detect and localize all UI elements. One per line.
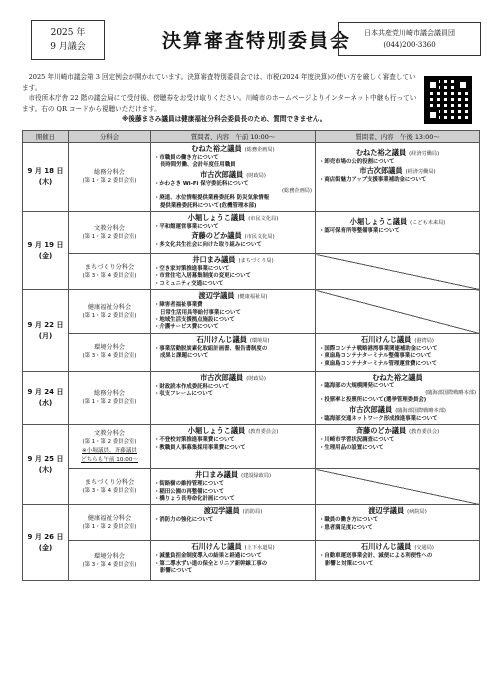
table-row xyxy=(23,541,480,581)
questioner-name: 井口まみ議員 (建設緑政局) xyxy=(194,470,272,480)
department-label: (交通局) xyxy=(414,545,434,552)
questioner-name: 石川けんじ議員 (上下水道局) xyxy=(191,542,275,552)
department-label: (選挙管理委員会) xyxy=(383,397,427,404)
afternoon-cell xyxy=(316,425,480,469)
date-text: 9 月 18 日 xyxy=(27,167,64,176)
subcommittee-cell xyxy=(69,425,151,469)
intro-paragraph-1: 2025 年川崎市議会第 3 回定例会が開かれています。決算審査特別委員会では、市税(2024 年度決算)の使い方を厳しく審査しています。 xyxy=(22,73,416,92)
subcommittee-room: (第 3・第 4 委員会室) xyxy=(82,487,137,494)
morning-cell xyxy=(151,143,316,212)
question-item: ・臨海部の大規模開発について xyxy=(319,382,395,389)
department-label: (教育委員会) xyxy=(248,429,279,436)
department-label: (上下水道局) xyxy=(244,545,275,552)
question-item: ・卸売市場の公的役割について xyxy=(319,159,395,165)
party-name: 日本共産党川崎市議会議員団 xyxy=(364,29,455,37)
afternoon-cell xyxy=(316,371,480,424)
question-item: ・患者満足度について xyxy=(319,524,373,531)
questioner-name: 斉藤のどか議員 (市民文化局) xyxy=(191,231,275,241)
subcommittee-room: (第 1・第 2 委員会室) xyxy=(82,398,137,405)
party-phone: (044)200-3360 xyxy=(383,41,436,49)
questioner-name: 石川けんじ議員 (港湾局) xyxy=(361,334,434,344)
morning-cell xyxy=(151,425,316,469)
department-label: (教育委員会) xyxy=(409,429,440,436)
subcommittee-cell xyxy=(69,469,151,505)
question-item: ・投票率と投票所について(選挙管理委員会) xyxy=(319,397,427,404)
department-label: (経済労働局) xyxy=(409,151,440,157)
morning-cell xyxy=(151,254,316,290)
subcommittee-room: (第 3・第 4 委員会室) xyxy=(82,561,137,568)
department-label: (環境局) xyxy=(249,337,270,344)
subcommittee-note: ※小堀議員、斉藤議員 xyxy=(81,447,138,454)
department-label: (市民文化局) xyxy=(244,234,275,241)
morning-cell xyxy=(151,212,316,254)
subcommittee-name: 健康福祉分科会 xyxy=(87,514,132,522)
department-label: (総務企画局) xyxy=(282,188,312,195)
question-item: ・かわさき Wi-Fi 保守委託料について xyxy=(154,180,249,187)
question-item: 提供業務委託料について(危機管理本部) xyxy=(160,202,257,209)
question-item: ・教職員人事募集採用事業費について xyxy=(154,444,246,451)
header-subcommittee: 分科会 xyxy=(69,131,151,143)
subcommittee-cell xyxy=(69,212,151,254)
department-label: (まちづくり局) xyxy=(238,258,274,265)
date-cell xyxy=(23,371,69,424)
subcommittee-name: 環境分科会 xyxy=(94,552,125,560)
question-item: ・平和館運営事業について xyxy=(154,224,219,231)
question-item: ・第二導水ずい道の保全とリニア新幹線工事の xyxy=(154,560,268,567)
morning-cell xyxy=(151,333,316,371)
department-label: (病院局) xyxy=(407,509,427,516)
party-box xyxy=(338,22,481,56)
question-item: ・地域生活支援拠点施設について xyxy=(154,317,235,324)
subcommittee-room: (第 3・第 4 委員会室) xyxy=(82,353,137,360)
department-label: (総務企画局) xyxy=(244,147,275,153)
questioner-name: むねた裕之議員 (経済労働局) xyxy=(355,148,440,157)
date-text: (金) xyxy=(38,251,53,260)
question-item: ・空き家対策推進事業について xyxy=(154,266,230,273)
table-row xyxy=(23,371,480,424)
questioner-name: むねた裕之議員 (総務企画局) xyxy=(191,144,275,153)
subcommittee-room: (第 1・第 2 委員会室) xyxy=(82,523,137,530)
question-item: ・財政読本作成委託料について xyxy=(154,383,230,390)
subcommittee-name: 文教分科会 xyxy=(94,429,125,437)
afternoon-cell xyxy=(316,541,480,581)
date-cell xyxy=(23,425,69,505)
question-item: ・川崎市学習状況調査について xyxy=(319,437,395,444)
date-text: (金) xyxy=(38,543,53,552)
date-text: 9 月 22 日 xyxy=(27,320,64,329)
questioner-name: 斉藤のどか議員 (教育委員会) xyxy=(355,426,440,436)
question-item: ・多文化共生社会に向けた取り組みについて xyxy=(154,242,262,249)
date-text: (木) xyxy=(38,465,53,474)
date-text: 9 月 24 日 xyxy=(27,387,64,396)
questioner-name: 小堀しょうこ議員 (教育委員会) xyxy=(187,426,279,436)
department-label: (市民文化局) xyxy=(248,216,279,223)
department-label: (港湾局) xyxy=(414,337,434,344)
table-row xyxy=(23,469,480,505)
page-header xyxy=(22,14,484,70)
department-label: (健康福祉局) xyxy=(237,294,268,301)
table-row xyxy=(23,505,480,541)
afternoon-cell xyxy=(316,143,480,212)
afternoon-cell xyxy=(316,212,480,254)
subcommittee-room: (第 3・第 4 委員会室) xyxy=(82,272,137,279)
date-cell xyxy=(23,290,69,372)
questioner-name: 小堀しょうこ議員 (市民文化局) xyxy=(187,213,279,223)
question-item: ・認可保育所等整備事業について xyxy=(319,228,400,235)
subcommittee-name: 健康福祉分科会 xyxy=(87,303,132,311)
morning-cell xyxy=(151,541,316,581)
header-afternoon: 質問者、内容 午後 13:00～ xyxy=(316,131,480,143)
questioner-name: 市古次郎議員 (財政局) xyxy=(200,372,266,382)
question-item: ・事業活動脱炭素化取組計画書、報告書制度の xyxy=(154,345,268,352)
subcommittee-cell xyxy=(69,371,151,424)
question-item: 成果と課題について xyxy=(160,353,209,360)
date-cell xyxy=(23,212,69,290)
date-text: 9 月 19 日 xyxy=(27,240,64,249)
questioner-name: 市古次郎議員 (臨海部国際戦略本部) xyxy=(349,404,446,414)
session-box xyxy=(31,20,105,60)
department-label: (消防局) xyxy=(242,509,263,516)
department-label: (こども未来局) xyxy=(410,220,446,227)
question-item: ・市営住宅入居募集制度の変更について xyxy=(154,273,251,280)
question-item: 影響と対策について xyxy=(325,560,374,567)
question-item: ・収支フレームについて xyxy=(154,391,213,398)
subcommittee-name: まちづくり分科会 xyxy=(84,478,135,486)
date-text: (水) xyxy=(38,398,53,407)
questioner-name: 渡辺学議員 (病院局) xyxy=(368,506,427,516)
question-item: ・介護サービス費について xyxy=(154,324,219,331)
table-row xyxy=(23,212,480,254)
afternoon-cell-empty xyxy=(316,290,480,334)
question-item: ・東扇島コンテナターミナル管理運営費について xyxy=(319,360,437,367)
question-item: ・街路樹の維持管理について xyxy=(154,481,224,488)
questioner-name: 井口まみ議員 (まちづくり局) xyxy=(192,255,274,265)
table-row xyxy=(23,333,480,371)
subcommittee-cell xyxy=(69,333,151,371)
questioner-name: 石川けんじ議員 (交通局) xyxy=(361,542,434,552)
subcommittee-name: 文教分科会 xyxy=(94,224,125,232)
date-text: 9 月 25 日 xyxy=(27,454,64,463)
subcommittee-cell xyxy=(69,254,151,290)
date-cell xyxy=(23,143,69,212)
question-item: 影響について xyxy=(160,568,193,575)
subcommittee-cell xyxy=(69,143,151,212)
question-item: ・職員の働き方について xyxy=(319,517,379,524)
question-item: ・国際コンテナ戦略港湾事業関連補助金について xyxy=(319,345,438,352)
session-year: 2025 年 xyxy=(50,28,86,38)
schedule-table xyxy=(22,130,480,581)
morning-cell xyxy=(151,505,316,541)
question-item: 日常生活用具等給付事業について xyxy=(160,309,241,316)
table-row xyxy=(23,425,480,469)
department-label: (建設緑政局) xyxy=(241,473,272,480)
table-header-row xyxy=(23,131,480,143)
afternoon-cell xyxy=(316,333,480,371)
date-text: 9 月 26 日 xyxy=(27,532,64,541)
header-date: 開催日 xyxy=(23,131,69,143)
intro-text xyxy=(22,72,417,125)
question-item: ・臨海部交通ネットワーク形成推進事業について xyxy=(319,415,438,422)
morning-cell xyxy=(151,290,316,334)
afternoon-cell-empty xyxy=(316,469,480,505)
subcommittee-cell xyxy=(69,541,151,581)
table-row xyxy=(23,143,480,212)
afternoon-cell-empty xyxy=(316,254,480,290)
questioner-name: 渡辺学議員 (健康福祉局) xyxy=(198,291,268,301)
question-item: ・消防力の強化について xyxy=(154,517,214,524)
subcommittee-room: (第 1・第 2 委員会室) xyxy=(82,178,137,185)
morning-cell xyxy=(151,371,316,424)
question-item: ・コミュニティ交通について xyxy=(154,280,224,287)
questioner-name: 小堀しょうこ議員 (こども未来局) xyxy=(349,217,446,227)
date-cell xyxy=(23,505,69,581)
subcommittee-name: 総務分科会 xyxy=(94,389,125,397)
department-label: (危機管理本部) xyxy=(219,202,257,209)
question-item: ・東扇島コンテナターミナル整備事業について xyxy=(319,353,432,360)
question-item: ・不登校対策推進事業費について xyxy=(154,437,235,444)
questioner-name: 市古次郎議員 (財政局) xyxy=(200,169,266,179)
question-item: ・自動車運送事業会計、減便による利便性への xyxy=(319,553,433,560)
question-item: 長時間労働、会計年度任用職員 xyxy=(160,162,236,169)
morning-cell xyxy=(151,469,316,505)
question-item: ・商店街魅力アップ支援事業補助金について xyxy=(319,177,427,184)
afternoon-cell xyxy=(316,505,480,541)
questioner-name: むねた裕之議員 xyxy=(372,372,423,382)
subcommittee-room: (第 1・第 2 委員会室) xyxy=(82,312,137,319)
subcommittee-cell xyxy=(69,290,151,334)
department-label: (財政局) xyxy=(246,375,266,382)
questioner-name: 渡辺学議員 (消防局) xyxy=(203,506,263,516)
department-label: (財政局) xyxy=(246,172,266,179)
department-label: (経済労働局) xyxy=(405,169,436,176)
question-item: ・市職員の働き方について xyxy=(154,155,219,161)
table-row xyxy=(23,254,480,290)
date-text: (木) xyxy=(38,178,53,187)
subcommittee-room: (第 1・第 2 委員会室) xyxy=(82,438,137,445)
department-label: (臨海部国際戦略本部) xyxy=(425,390,476,397)
subcommittee-note: どちらも午前 10:00～ xyxy=(80,456,139,463)
header-morning: 質問者、内容 午前 10:00～ xyxy=(151,131,316,143)
subcommittee-name: 環境分科会 xyxy=(94,344,125,352)
session-month: 9 月議会 xyxy=(50,42,86,52)
question-item: ・減量負担金制度導入の結果と経過について xyxy=(154,553,262,560)
question-item: ・障害者福祉事業費 xyxy=(154,302,203,309)
question-item: ・廃道、水位情報提供業務委託料 防災気象情報 xyxy=(154,195,270,202)
subcommittee-name: 総務分科会 xyxy=(94,169,125,177)
page-title: 決算審査特別委員会 xyxy=(162,30,352,52)
date-text: (月) xyxy=(38,331,53,340)
qr-code-icon[interactable] xyxy=(424,76,472,124)
table-row xyxy=(23,290,480,334)
question-item: ・橋りょう長寿命化計画について xyxy=(154,495,235,502)
subcommittee-cell xyxy=(69,505,151,541)
question-item: ・生理用品の設置について xyxy=(319,444,384,451)
subcommittee-room: (第 1・第 2 委員会室) xyxy=(82,233,137,240)
questioner-name: 石川けんじ議員 (環境局) xyxy=(196,334,270,344)
intro-notice: ※後藤まさみ議員は健康福祉分科会委員長のため、質問できません。 xyxy=(122,115,327,123)
intro-paragraph-2: 市役所本庁舎 22 階の議会局にて受付後、傍聴券をお受け取りください。川崎市のホームページよりインターネット中継も行っています。右の QR コードから視聴いただけます。 xyxy=(22,94,417,113)
question-item: ・稲田公園の再整備について xyxy=(154,488,224,495)
subcommittee-name: まちづくり分科会 xyxy=(84,263,135,271)
department-label: (臨海部国際戦略本部) xyxy=(395,407,446,414)
questioner-name: 市古次郎議員 (経済労働局) xyxy=(359,166,436,176)
